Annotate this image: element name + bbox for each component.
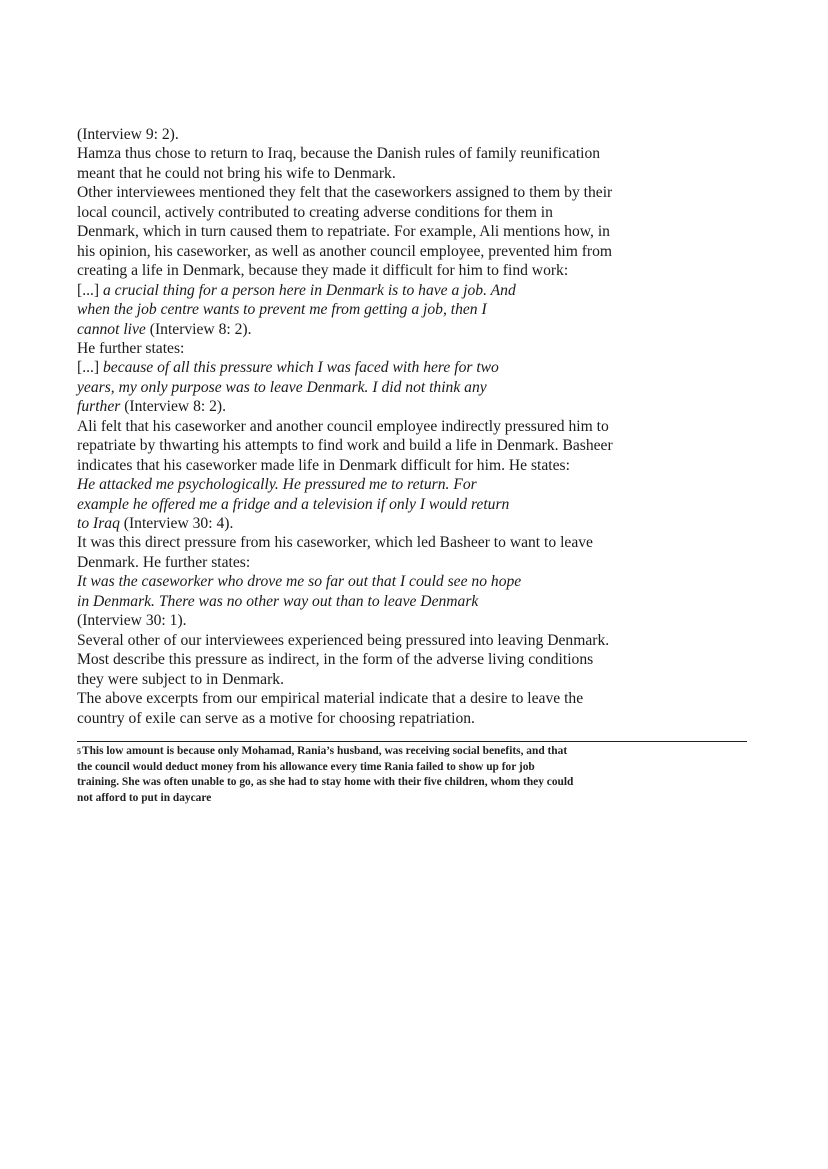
- body-text-span: they were subject to in Denmark.: [77, 670, 284, 688]
- footnote-text: This low amount is because only Mohamad, Rania’s husband, was receiving social benefits, and that: [82, 745, 568, 757]
- text-line: [77, 397, 226, 416]
- footnote-line: [77, 775, 573, 791]
- footnote-line: [77, 744, 567, 760]
- text-line: [77, 242, 612, 261]
- text-line: [77, 300, 487, 319]
- quote-text: to Iraq: [77, 515, 120, 532]
- body-text-span: Denmark, which in turn caused them to repatriate. For example, Ali mentions how, in: [77, 223, 610, 241]
- quote-text: It was the caseworker who drove me so far out that I could see no hope: [77, 573, 522, 591]
- body-text-span: Most describe this pressure as indirect, in the form of the adverse living conditions: [77, 651, 594, 669]
- body-text-span: Several other of our interviewees experienced being pressured into leaving Denmark.: [77, 631, 610, 649]
- body-text-span: The above excerpts from our empirical material indicate that a desire to leave the: [77, 690, 584, 708]
- quote-text: in Denmark. There was no other way out than to leave Denmark: [77, 592, 479, 610]
- body-text-span: (Interview 30: 4).: [119, 515, 234, 532]
- text-line: [77, 631, 609, 650]
- body-text-span: (Interview 8: 2).: [120, 398, 226, 416]
- body-text-span: Hamza thus chose to return to Iraq, because the Danish rules of family reunification: [77, 145, 601, 163]
- text-line: [77, 689, 583, 708]
- body-text-span: [...]: [77, 359, 103, 377]
- text-line: [77, 475, 477, 494]
- text-line: [77, 650, 593, 669]
- text-line: [77, 436, 613, 455]
- body-text-span: indicates that his caseworker made life in Denmark difficult for him. He states:: [77, 456, 570, 474]
- body-text-span: his opinion, his caseworker, as well as another council employee, prevented him from: [77, 242, 613, 260]
- text-line: [77, 183, 612, 202]
- text-line: [77, 164, 396, 183]
- text-line: [77, 125, 179, 144]
- text-line: [77, 533, 593, 552]
- quote-text: because of all this pressure which I was faced with here for two: [102, 359, 499, 377]
- quote-text: He attacked me psychologically. He pressured me to return. For: [77, 476, 477, 494]
- text-line: [77, 514, 233, 533]
- footnote-separator: [77, 741, 747, 742]
- text-line: [77, 417, 609, 436]
- footnote-text: training. She was often unable to go, as she had to stay home with their five children, whom they could: [77, 776, 574, 789]
- body-text-span: It was this direct pressure from his caseworker, which led Basheer to want to leave: [77, 534, 593, 552]
- text-line: [77, 378, 487, 397]
- text-line: [77, 261, 568, 280]
- footnote-number: 5: [77, 747, 81, 756]
- body-text-span: (Interview 30: 1).: [77, 612, 187, 630]
- body-text-span: (Interview 8: 2).: [145, 320, 252, 338]
- text-line: [77, 203, 553, 222]
- text-line: [77, 670, 284, 689]
- text-line: [77, 281, 516, 300]
- text-line: [77, 553, 250, 572]
- text-line: [77, 592, 478, 611]
- body-text-span: creating a life in Denmark, because they made it difficult for him to find work:: [77, 262, 569, 280]
- footnote-text: the council would deduct money from his allowance every time Rania failed to show up for job: [77, 760, 535, 773]
- text-line: [77, 222, 610, 241]
- quote-text: example he offered me a fridge and a television if only I would return: [77, 495, 510, 513]
- footnote-line: [77, 791, 211, 807]
- text-line: [77, 495, 509, 514]
- text-line: [77, 358, 499, 377]
- footnote-text: not afford to put in daycare: [77, 791, 212, 804]
- text-line: [77, 144, 600, 163]
- body-text-span: local council, actively contributed to creating adverse conditions for them in: [77, 203, 553, 221]
- text-line: [77, 611, 187, 630]
- body-text-span: Other interviewees mentioned they felt that the caseworkers assigned to them by their: [77, 184, 613, 202]
- quote-text: cannot live: [77, 320, 146, 338]
- quote-text: a crucial thing for a person here in Denmark is to have a job. And: [102, 281, 516, 299]
- body-text-span: country of exile can serve as a motive for choosing repatriation.: [77, 709, 475, 727]
- text-line: [77, 709, 475, 728]
- body-text-span: Ali felt that his caseworker and another council employee indirectly pressured him to: [77, 417, 609, 435]
- body-text-span: meant that he could not bring his wife to Denmark.: [77, 164, 396, 182]
- footnote-line: [77, 760, 535, 776]
- text-line: [77, 456, 570, 475]
- body-text-span: [...]: [77, 281, 103, 299]
- quote-text: years, my only purpose was to leave Denmark. I did not think any: [77, 378, 487, 396]
- body-text-span: (Interview 9: 2).: [77, 126, 179, 143]
- text-line: [77, 320, 252, 339]
- text-line: [77, 572, 521, 591]
- quote-text: further: [77, 398, 121, 416]
- body-text-span: He further states:: [77, 339, 185, 357]
- body-text-span: Denmark. He further states:: [77, 553, 251, 571]
- text-line: [77, 339, 184, 358]
- body-text-span: repatriate by thwarting his attempts to find work and build a life in Denmark. Basheer: [77, 437, 613, 455]
- quote-text: when the job centre wants to prevent me from getting a job, then I: [77, 301, 487, 319]
